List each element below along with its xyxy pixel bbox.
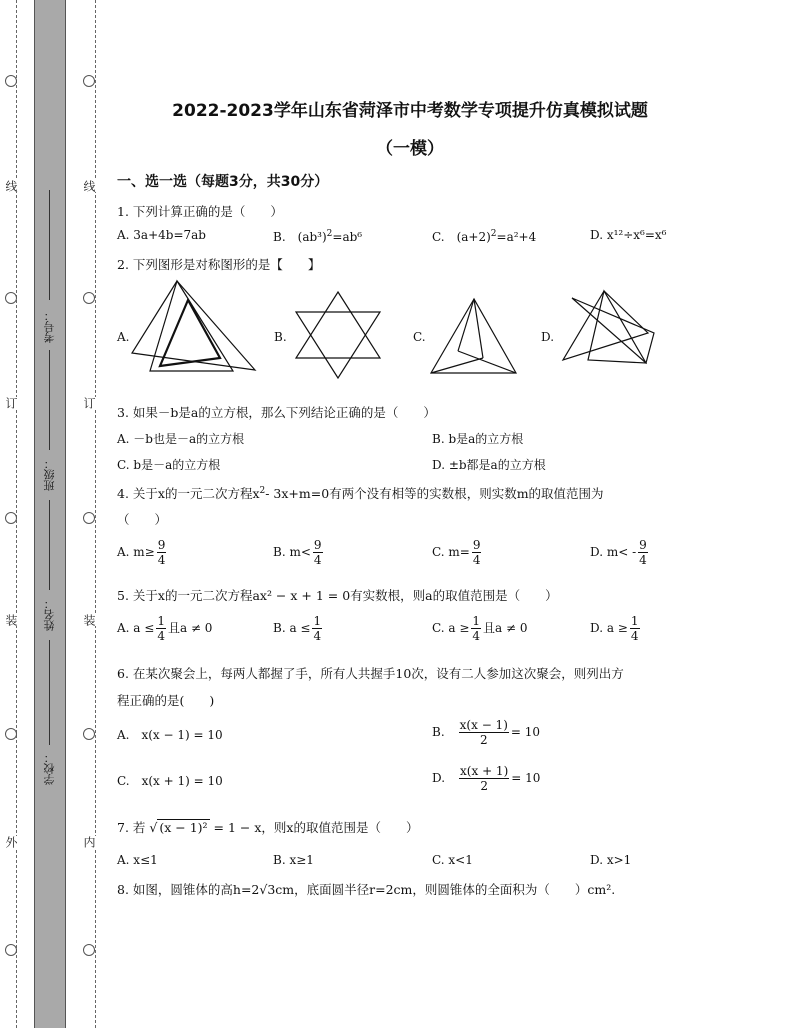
- q2-label-c: C.: [413, 330, 426, 344]
- question-6-stem-line2: 程正确的是( ): [117, 693, 215, 708]
- q3-option-c: C. b是－a的立方根: [117, 458, 221, 472]
- question-8-stem: 8. 如图，圆锥体的高h=2√3cm，底面圆半径r=2cm，则圆锥体的全面积为（ ）cm².: [117, 882, 616, 897]
- q6-option-d: D. $\frac{x(x + 1)}{2}$ = 10: [432, 764, 541, 793]
- q4-option-a: A. m≥ $\frac{9}{4}$: [117, 538, 166, 567]
- page-subtitle: （一模）: [376, 139, 444, 159]
- class-line: [49, 350, 50, 450]
- school-line: [49, 640, 50, 745]
- q2-label-d: D.: [541, 330, 555, 344]
- q7-option-b: B. x≥1: [273, 853, 314, 867]
- q1-option-c: C. $(a+2)^2=a^2+4$: [432, 229, 537, 244]
- q2-figure-d: [558, 288, 658, 368]
- q5-option-c: C. a ≥ $\frac{1}{4}$ 且a ≠ 0: [432, 614, 528, 643]
- binding-hole: [5, 728, 17, 740]
- inner-char-nei: 内: [82, 836, 96, 848]
- outer-char-wai: 外: [4, 836, 18, 848]
- q7-option-a: A. x≤1: [117, 853, 158, 867]
- question-4-stem: 4. 关于x的一元二次方程$x^2-$ 3x+m=0有两个没有相等的实数根，则实数m的取值范围为: [117, 485, 604, 501]
- q1-option-d: D. x¹²÷x⁶=x⁶: [590, 228, 667, 242]
- q3-option-a: A. －b也是－a的立方根: [117, 432, 245, 446]
- q2-label-a: A.: [117, 330, 130, 344]
- exam-number-label: 考号：: [43, 310, 56, 343]
- binding-hole: [83, 944, 95, 956]
- question-2-stem: 2. 下列图形是对称图形的是【 】: [117, 257, 321, 272]
- q2-figure-b: [288, 290, 388, 380]
- q5-option-b: B. a ≤ $\frac{1}{4}$: [273, 614, 322, 643]
- question-3-stem: 3. 如果－b是a的立方根，那么下列结论正确的是（ ）: [117, 405, 436, 420]
- q6-option-c: C. x(x + 1) = 10: [117, 774, 223, 788]
- q3-option-b: B. b是a的立方根: [432, 432, 524, 446]
- binding-strip: [34, 0, 66, 1028]
- binding-hole: [83, 75, 95, 87]
- question-7-stem: 7. 若 √ (x − 1)² = 1 − x，则x的取值范围是（ ）: [117, 820, 419, 835]
- inner-dashed-line: [95, 0, 96, 1028]
- q1-option-a: A. 3a+4b=7ab: [117, 228, 206, 242]
- question-5-stem: 5. 关于x的一元二次方程ax² − x + 1 = 0有实数根，则a的取值范围是（ ）: [117, 588, 558, 603]
- q6-option-a: A. x(x − 1) = 10: [117, 728, 223, 742]
- q4-option-d: D. m< - $\frac{9}{4}$: [590, 538, 647, 567]
- name-label: 姓名：: [43, 598, 56, 631]
- q5-option-a: A. a ≤ $\frac{1}{4}$ 且a ≠ 0: [117, 614, 213, 643]
- q3-option-d: D. ±b都是a的立方根: [432, 458, 546, 472]
- binding-hole: [5, 512, 17, 524]
- exam-number-line: [49, 190, 50, 300]
- binding-hole: [83, 292, 95, 304]
- q4-option-b: B. m< $\frac{9}{4}$: [273, 538, 322, 567]
- q4-option-c: C. m= $\frac{9}{4}$: [432, 538, 481, 567]
- q6-option-b: B. $\frac{x(x - 1)}{2}$ = 10: [432, 718, 541, 747]
- question-1-stem: 1. 下列计算正确的是（ ）: [117, 204, 283, 219]
- binding-hole: [83, 512, 95, 524]
- inner-char-zhuang: 装: [82, 614, 96, 626]
- name-line: [49, 500, 50, 590]
- inner-char-ding: 订: [82, 397, 96, 409]
- q5-option-d: D. a ≥ $\frac{1}{4}$: [590, 614, 639, 643]
- school-label: 学校：: [43, 752, 56, 785]
- page-title: 2022-2023学年山东省菏泽市中考数学专项提升仿真模拟试题: [172, 101, 648, 121]
- binding-hole: [5, 292, 17, 304]
- outer-char-ding: 订: [4, 397, 18, 409]
- q7-option-c: C. x<1: [432, 853, 473, 867]
- q2-figure-c: [428, 296, 520, 378]
- q2-label-b: B.: [274, 330, 287, 344]
- class-label: 班级：: [43, 458, 56, 491]
- q7-option-d: D. x>1: [590, 853, 632, 867]
- inner-char-xian: 线: [82, 180, 96, 192]
- outer-char-zhuang: 装: [4, 614, 18, 626]
- binding-hole: [5, 75, 17, 87]
- question-6-stem-line1: 6. 在某次聚会上，每两人都握了手，所有人共握手10次，设有二人参加这次聚会，则列出方: [117, 666, 624, 681]
- question-4-paren: （ ）: [117, 512, 168, 527]
- q2-figure-a: [130, 278, 260, 378]
- q1-option-b: B. $(ab^3)^2=ab^6$: [273, 229, 363, 244]
- section-heading: 一、选一选（每题3分，共30分）: [117, 174, 329, 190]
- binding-hole: [5, 944, 17, 956]
- outer-char-xian: 线: [4, 180, 18, 192]
- binding-hole: [83, 728, 95, 740]
